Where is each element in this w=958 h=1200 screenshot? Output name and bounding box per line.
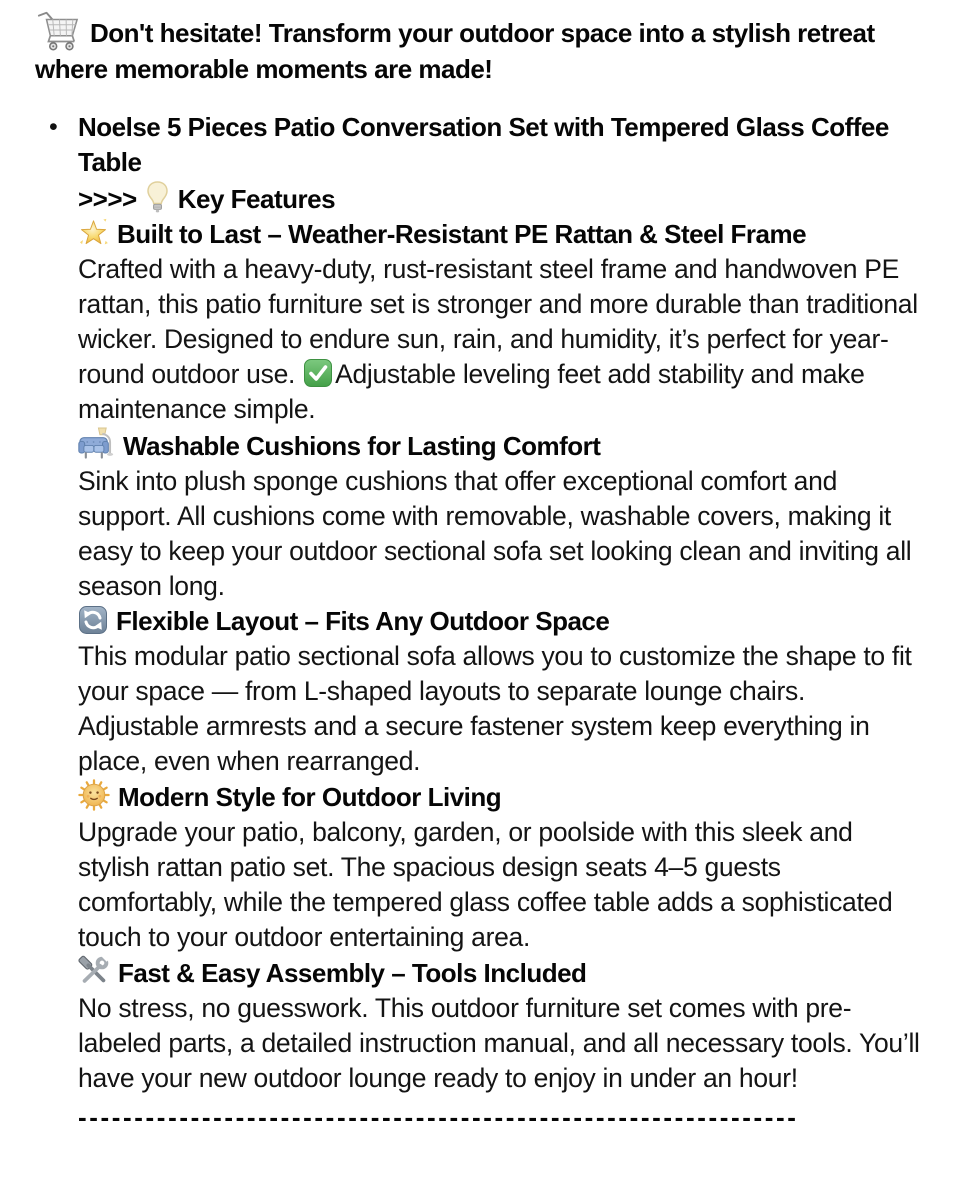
section-heading <box>78 955 920 991</box>
intro-text: Don't hesitate! Transform your outdoor space into a stylish retreat where memorable moments are made! <box>35 18 875 84</box>
key-features-prefix: >>>> <box>78 184 137 214</box>
intro-paragraph <box>35 8 920 87</box>
bullet-content <box>78 110 920 1135</box>
section-body: Sink into plush sponge cushions that offer exceptional comfort and support. All cushions come with removable, washable covers, making it easy to keep your outdoor sectional sofa set looking clean and inviting all season long. <box>78 466 912 601</box>
sun-with-face-icon <box>78 779 110 811</box>
couch-and-lamp-icon <box>78 427 115 460</box>
hammer-and-wrench-icon <box>78 955 110 987</box>
glowing-star-icon <box>78 217 109 248</box>
key-features-line <box>78 180 920 217</box>
section-body: Upgrade your patio, balcony, garden, or poolside with this sleek and stylish rattan patio set. The spacious design seats 4–5 guests comfortably, while the tempered glass coffee table adds a sophisticated touch to your outdoor entertaining area. <box>78 817 893 952</box>
section-heading <box>78 604 920 639</box>
section-heading <box>78 427 920 464</box>
key-features-label: Key Features <box>177 184 336 214</box>
check-mark-button-icon <box>303 358 333 388</box>
section-heading-text: Fast & Easy Assembly – Tools Included <box>118 958 587 988</box>
section-heading-text: Flexible Layout – Fits Any Outdoor Space <box>116 606 610 636</box>
section-body: Crafted with a heavy-duty, rust-resistant steel frame and handwoven PE rattan, this patio furniture set is stronger and more durable than traditional wicker. Designed to endure sun, rain, and humidity, it’s perfect for year-round outdoor use. Adjustable leveling feet add stability and make maintenance simple. <box>78 254 918 424</box>
section-heading <box>78 217 920 252</box>
dashed-divider: ---------------------------------------------------------------- <box>78 1102 799 1132</box>
counterclockwise-arrows-icon <box>78 605 108 635</box>
section-body: This modular patio sectional sofa allows you to customize the shape to fit your space — from L-shaped layouts to separate lounge chairs. Adjustable armrests and a secure fastener system keep everything in place, even when rearranged. <box>78 641 912 776</box>
shopping-cart-icon <box>35 8 81 52</box>
light-bulb-icon <box>144 180 171 214</box>
section-heading-text: Built to Last – Weather-Resistant PE Rattan & Steel Frame <box>117 219 807 249</box>
section-heading-text: Washable Cushions for Lasting Comfort <box>123 431 601 461</box>
product-title: Noelse 5 Pieces Patio Conversation Set with Tempered Glass Coffee Table <box>78 112 889 177</box>
feature-bullet <box>35 110 920 1135</box>
section-heading-text: Modern Style for Outdoor Living <box>118 782 502 812</box>
section-heading <box>78 779 920 815</box>
bullet-marker: • <box>49 113 58 141</box>
section-body: No stress, no guesswork. This outdoor furniture set comes with pre-labeled parts, a detailed instruction manual, and all necessary tools. You’ll have your new outdoor lounge ready to enjoy in under an hour! <box>78 993 920 1093</box>
